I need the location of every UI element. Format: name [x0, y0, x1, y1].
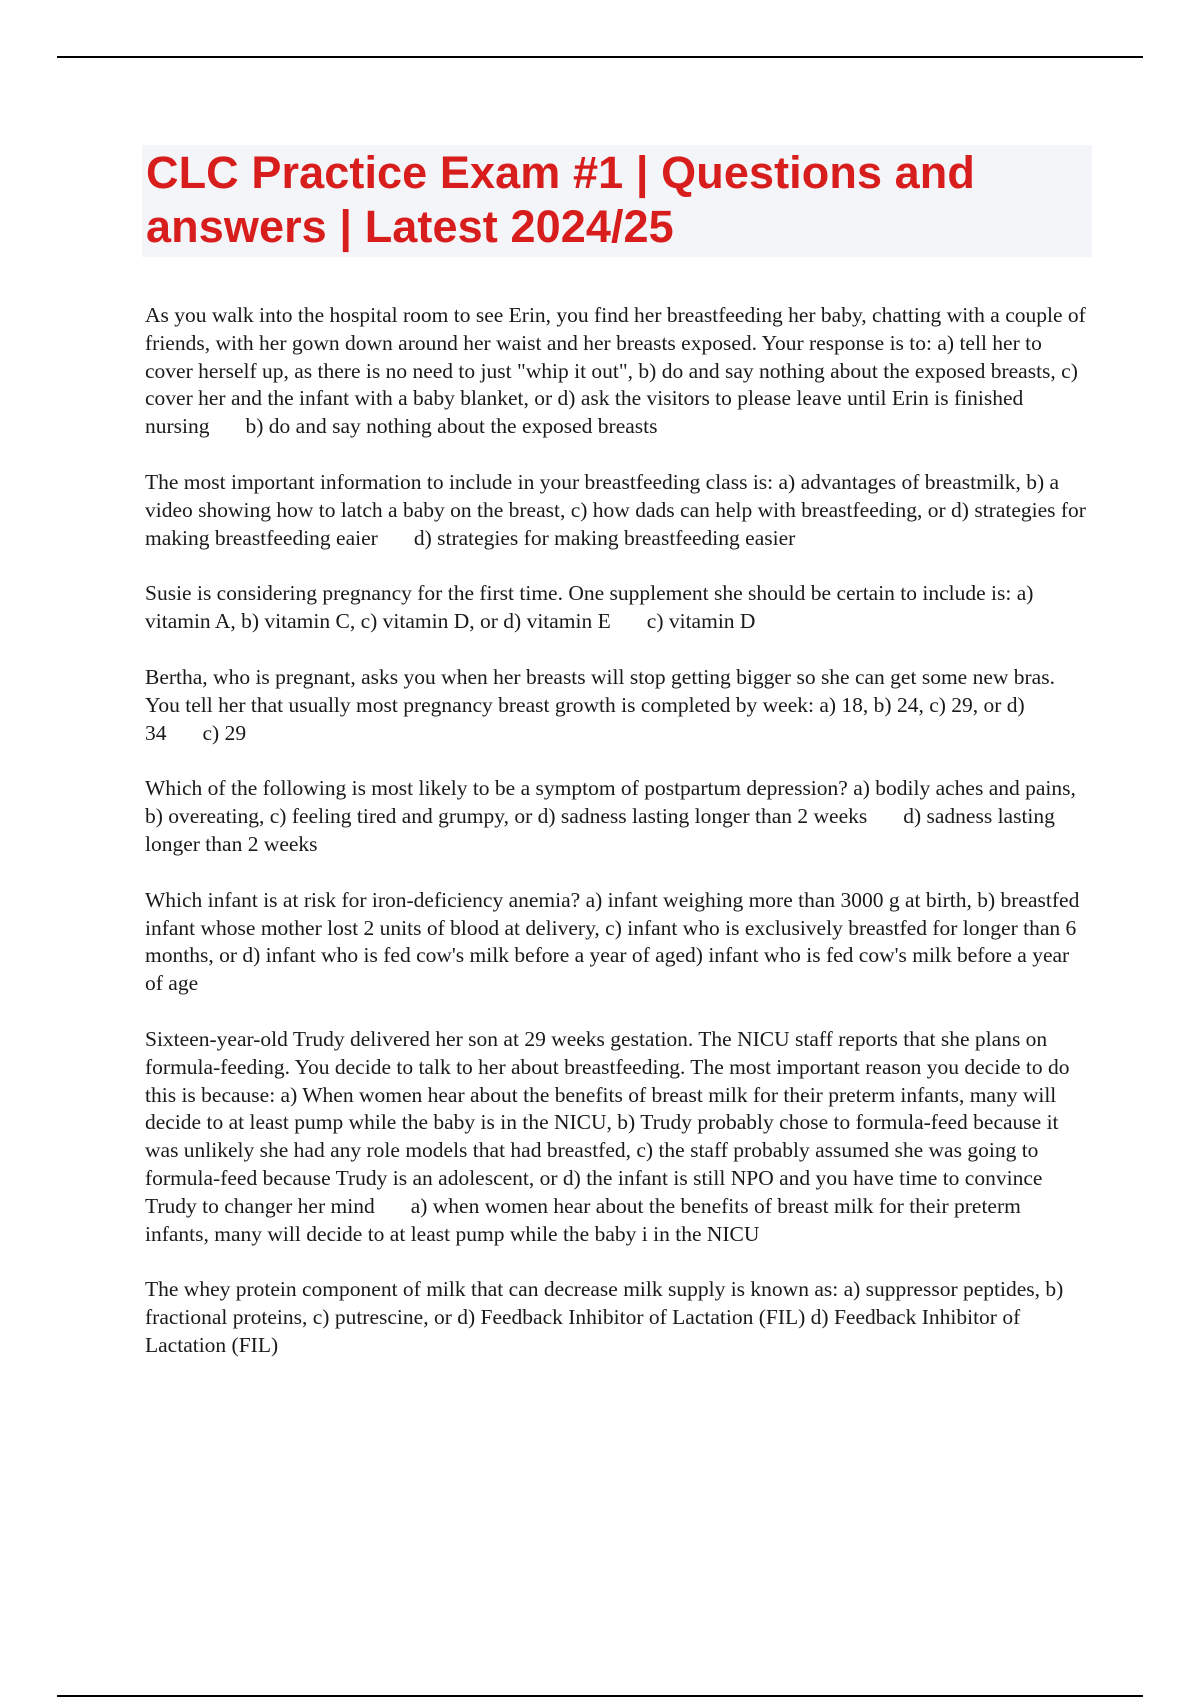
question-text: Which infant is at risk for iron-deficiency anemia? a) infant weighing more than 3000 g at birth, b) breastfed infant whose mother lost 2 units of blood at delivery, c) infant who is exclusively breastfed for longer than 6 months, or d) infant who is fed cow's milk before a year of aged) [145, 887, 1080, 968]
qa-item [145, 469, 1090, 552]
qa-item [145, 664, 1090, 747]
qa-item [145, 302, 1090, 441]
top-rule [57, 56, 1143, 58]
qa-item [145, 887, 1090, 998]
question-text: The whey protein component of milk that can decrease milk supply is known as: a) suppressor peptides, b) fractional proteins, c) putrescine, or d) Feedback Inhibitor of Lactation (FIL) [145, 1277, 1064, 1330]
answer-text: infant who is fed cow's milk before a year of age [145, 943, 1070, 996]
qa-item [145, 775, 1090, 858]
answer-text: b) do and say nothing about the exposed breasts [245, 414, 658, 439]
answer-text: d) Feedback Inhibitor of Lactation (FIL) [145, 1305, 1021, 1357]
question-text: Sixteen-year-old Trudy delivered her son at 29 weeks gestation. The NICU staff reports that she plans on formula-feeding. You decide to talk to her about breastfeeding. The most important reason you decide to do this is because: a) When women hear about the benefits of breast milk for their preterm infants, many will decide to at least pump while the baby is in the NICU, b) Trudy probably chose to formula-feed because it was unlikely she had any role models that had breastfed, c) the staff probably assumed she was going to formula-feed because Trudy is an adolescent, or d) the infant is still NPO and you have time to convince Trudy to changer her mind [145, 1026, 1070, 1218]
answer-text: c) 29 [202, 720, 247, 745]
answer-text: a) when women hear about the benefits of breast milk for their preterm infants, many will decide to at least pump while the baby i in the NICU [145, 1193, 1021, 1246]
answer-text: c) vitamin D [646, 609, 756, 634]
question-text: Susie is considering pregnancy for the first time. One supplement she should be certain to include is: a) vitamin A, b) vitamin C, c) vitamin D, or d) vitamin E [145, 581, 1034, 634]
qa-item [145, 1026, 1090, 1248]
bottom-rule [57, 1695, 1143, 1697]
qa-item [145, 580, 1090, 636]
qa-list [145, 302, 1090, 1388]
qa-item [145, 1276, 1090, 1359]
answer-text: d) sadness lasting longer than 2 weeks [145, 804, 1055, 856]
document-title: CLC Practice Exam #1 | Questions and answers | Latest 2024/25 [146, 147, 975, 252]
answer-text: d) strategies for making breastfeeding easier [413, 525, 796, 550]
question-text: Bertha, who is pregnant, asks you when her breasts will stop getting bigger so she can get some new bras. You tell her that usually most pregnancy breast growth is completed by week: a) 18, b) 24, c) 29, or d) 34 [145, 664, 1055, 745]
question-text: As you walk into the hospital room to see Erin, you find her breastfeeding her baby, chatting with a couple of friends, with her gown down around her waist and her breasts exposed. Your response is to: a) tell her to cover herself up, as there is no need to just "whip it out", b) do and say nothing about the exposed breasts, c) cover her and the infant with a baby blanket, or d) ask the visitors to please leave until Erin is finished nursing [145, 303, 1086, 439]
question-text: Which of the following is most likely to be a symptom of postpartum depression? a) bodily aches and pains, b) overeating, c) feeling tired and grumpy, or d) sadness lasting longer than 2 weeks [145, 776, 1076, 829]
question-text: The most important information to include in your breastfeeding class is: a) advantages of breastmilk, b) a video showing how to latch a baby on the breast, c) how dads can help with breastfeeding, or d) strategies for making breastfeeding eaier [145, 469, 1086, 550]
